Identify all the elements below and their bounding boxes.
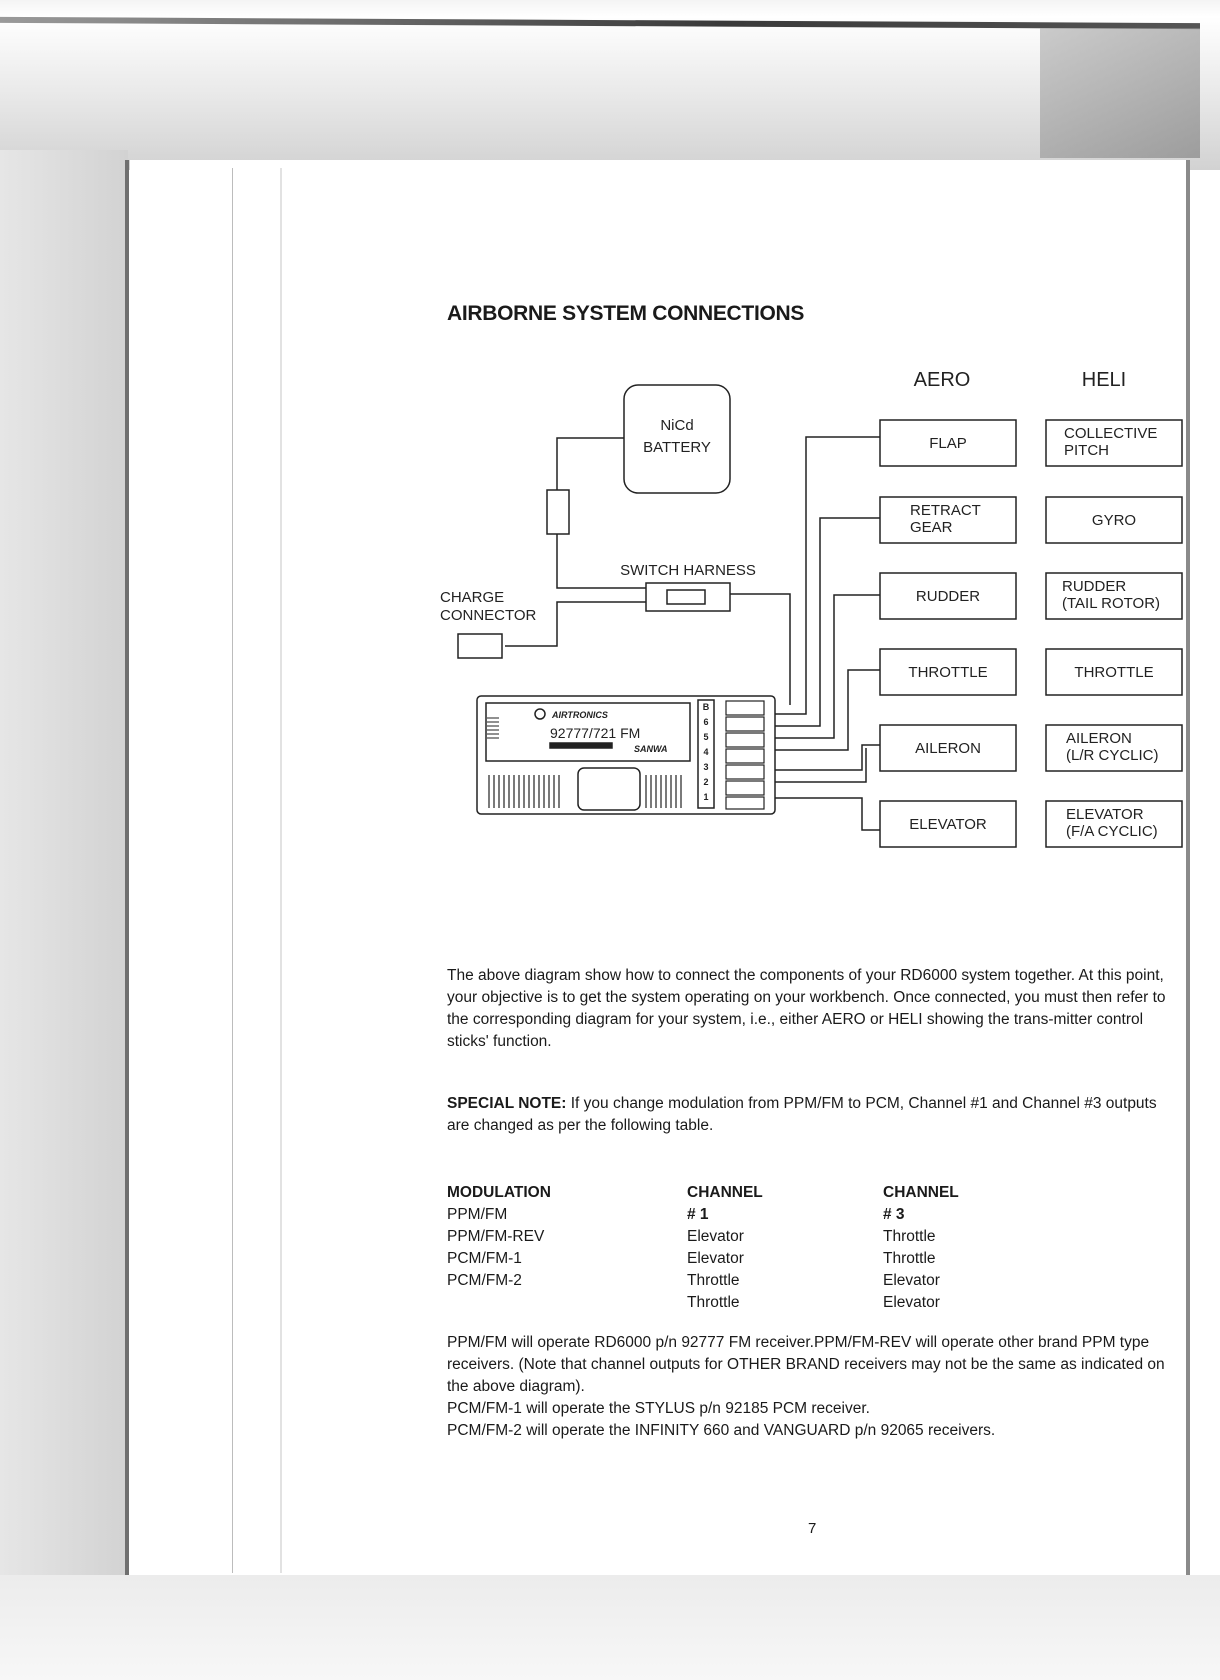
svg-text:(F/A CYCLIC): (F/A CYCLIC)	[1066, 823, 1158, 840]
receiver-channel-6: 6	[703, 717, 709, 727]
table-cell: PPM/FM-REV	[447, 1228, 545, 1245]
page-number: 7	[808, 1520, 817, 1537]
heli-header: HELI	[1081, 369, 1127, 391]
table-cell: Throttle	[883, 1228, 936, 1245]
receiver-channel-4: 4	[703, 747, 709, 757]
svg-text:ELEVATOR: ELEVATOR	[909, 816, 987, 833]
receiver-grille-left	[487, 718, 499, 738]
table-cell: Throttle	[687, 1294, 740, 1311]
aero-box-throttle	[880, 649, 1016, 695]
svg-text:RETRACT: RETRACT	[910, 502, 981, 519]
table-cell: Elevator	[687, 1250, 744, 1267]
svg-text:GEAR: GEAR	[910, 519, 953, 536]
battery-wire-lower	[557, 534, 646, 588]
note-pcm2: PCM/FM-2 will operate the INFINITY 660 and VANGUARD p/n 92065 receivers.	[447, 1422, 996, 1439]
receiver-channel-3: 3	[703, 762, 709, 772]
table-cell: PCM/FM-1	[447, 1250, 522, 1267]
svg-text:(L/R CYCLIC): (L/R CYCLIC)	[1066, 747, 1159, 764]
svg-text:THROTTLE: THROTTLE	[908, 664, 988, 681]
table-header-modulation: MODULATION	[447, 1184, 551, 1201]
receiver-fins-left	[489, 775, 559, 808]
table-cell: Throttle	[883, 1250, 936, 1267]
receiver-notes	[447, 1332, 1177, 1442]
receiver-channel-b: B	[702, 702, 710, 712]
charge-connector-label-line1: CHARGE	[440, 589, 505, 606]
charge-connector-plug	[458, 634, 502, 658]
heli-box-gyro	[1046, 497, 1182, 543]
receiver-stripe	[550, 743, 612, 748]
special-note-paragraph	[447, 1093, 1177, 1137]
switch-harness-box	[646, 583, 730, 611]
table-col-modulation	[447, 1182, 551, 1292]
receiver-logo-icon	[535, 709, 545, 719]
receiver-channel-2: 2	[703, 777, 709, 787]
charge-connector-label-line2: CONNECTOR	[440, 607, 537, 624]
switch-to-receiver-wire	[730, 594, 790, 705]
wire-aileron	[775, 745, 880, 770]
svg-text:GYRO: GYRO	[1091, 512, 1137, 529]
heli-box-collective-pitch	[1046, 420, 1182, 466]
receiver-channel-5: 5	[703, 732, 709, 742]
receiver-window	[578, 768, 640, 810]
special-note-text: If you change modulation from PPM/FM to PCM, Channel #1 and Channel #3 outputs are changed as per the following table.	[447, 1095, 1157, 1134]
svg-text:FLAP: FLAP	[929, 435, 967, 452]
heli-box-aileron-cyclic	[1046, 725, 1182, 771]
receiver-channel-1: 1	[703, 792, 709, 802]
note-pcm1: PCM/FM-1 will operate the STYLUS p/n 92185 PCM receiver.	[447, 1400, 870, 1417]
switch-harness-label: SWITCH HARNESS	[620, 562, 756, 579]
table-header-channel1: CHANNEL # 1	[687, 1184, 763, 1223]
note-ppm: PPM/FM will operate RD6000 p/n 92777 FM receiver.PPM/FM-REV will operate other brand PPM type receivers. (Note that channel outputs for OTHER BRAND receivers may not be the same as indicated on the above diagram).	[447, 1334, 1165, 1395]
aero-box-rudder	[880, 573, 1016, 619]
heli-box-throttle	[1046, 649, 1182, 695]
aero-box-elevator	[880, 801, 1016, 847]
svg-text:RUDDER: RUDDER	[1062, 578, 1127, 595]
table-cell: PCM/FM-2	[447, 1272, 522, 1289]
receiver-fins-right	[646, 775, 681, 808]
svg-text:AILERON: AILERON	[1066, 730, 1132, 747]
table-col-channel3	[883, 1182, 959, 1314]
aero-box-aileron	[880, 725, 1016, 771]
receiver-maker: SANWA	[634, 744, 668, 754]
table-cell: Elevator	[883, 1272, 940, 1289]
special-note-label: SPECIAL NOTE:	[447, 1095, 567, 1112]
svg-text:RUDDER: RUDDER	[915, 588, 981, 605]
heli-box-rudder-tail-rotor	[1046, 573, 1182, 619]
scan-shadow-bottom	[0, 1575, 1220, 1680]
table-col-channel1	[687, 1182, 763, 1314]
battery-wire	[557, 438, 624, 490]
battery-plug	[547, 490, 569, 534]
svg-text:THROTTLE: THROTTLE	[1074, 664, 1154, 681]
wire-elevator	[775, 798, 880, 830]
table-cell: Throttle	[687, 1272, 740, 1289]
table-header-channel3: CHANNEL # 3	[883, 1184, 959, 1223]
switch-harness-toggle	[667, 590, 705, 604]
table-cell: PPM/FM	[447, 1206, 508, 1223]
battery-label-line2: BATTERY	[643, 439, 711, 456]
svg-text:(TAIL ROTOR): (TAIL ROTOR)	[1062, 595, 1161, 612]
receiver-brand: AIRTRONICS	[552, 710, 608, 720]
wire-aileron-2	[775, 748, 866, 782]
heli-box-elevator-cyclic	[1046, 801, 1182, 847]
receiver-model: 92777/721 FM	[550, 725, 641, 741]
page-title: AIRBORNE SYSTEM CONNECTIONS	[447, 302, 805, 325]
aero-box-flap	[880, 420, 1016, 466]
svg-text:PITCH: PITCH	[1064, 442, 1109, 459]
svg-text:COLLECTIVE: COLLECTIVE	[1064, 425, 1158, 442]
intro-paragraph: The above diagram show how to connect the components of your RD6000 system together. At this point, your objective is to get the system operating on your workbench. Once connected, you must then refer to the corresponding diagram for your system, i.e., either AERO or HELI showing the trans-mitter control sticks' function.	[447, 967, 1166, 1050]
table-cell: Elevator	[687, 1228, 744, 1245]
table-cell: Elevator	[883, 1294, 940, 1311]
aero-header: AERO	[913, 369, 971, 391]
battery-label-line1: NiCd	[660, 417, 694, 434]
svg-text:AILERON: AILERON	[915, 740, 981, 757]
receiver-body	[477, 696, 775, 814]
receiver-servo-ports	[726, 701, 764, 809]
aero-box-retract-gear	[880, 497, 1016, 543]
svg-text:ELEVATOR: ELEVATOR	[1066, 806, 1144, 823]
